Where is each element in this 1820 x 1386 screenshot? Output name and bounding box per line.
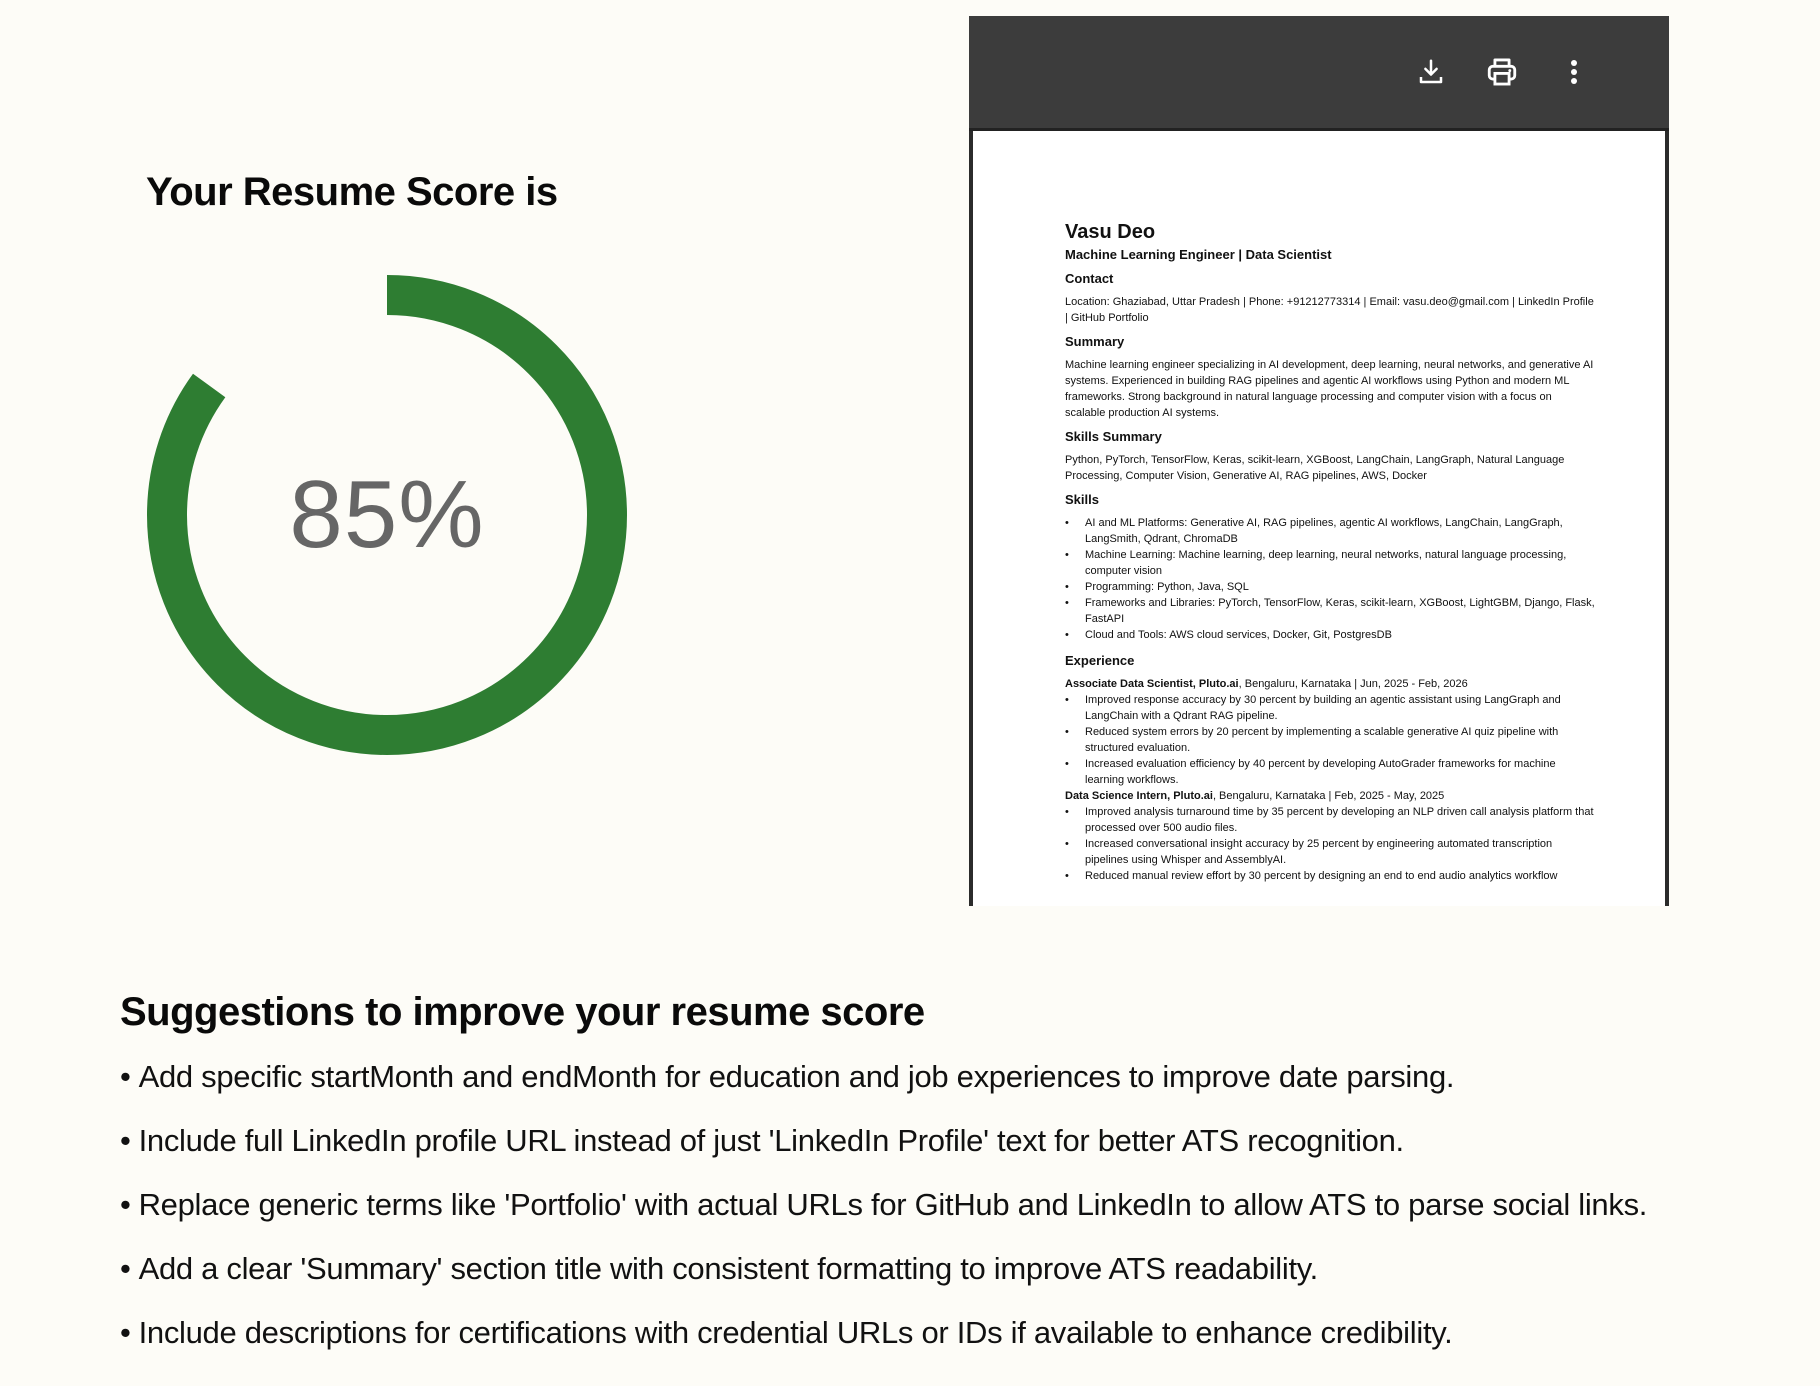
score-title: Your Resume Score is (146, 170, 558, 214)
resume-document (1065, 220, 1595, 890)
score-donut-chart (146, 274, 628, 756)
suggestions-heading: Suggestions to improve your resume score (120, 990, 925, 1034)
suggestion-text: Add a clear 'Summary' section title with consistent formatting to improve ATS readability. (138, 1251, 1318, 1286)
resume-skill-item: • Cloud and Tools: AWS cloud services, Docker, Git, PostgresDB (1085, 627, 1595, 643)
suggestion-item (120, 1121, 1770, 1161)
resume-job-header (1065, 788, 1595, 804)
suggestion-text: Add specific startMonth and endMonth for education and job experiences to improve date parsing. (138, 1059, 1455, 1094)
suggestions-list (120, 1057, 1770, 1353)
pdf-toolbar (969, 16, 1669, 131)
print-icon (1485, 55, 1519, 89)
suggestion-item (120, 1249, 1770, 1289)
resume-job-bullet: • Improved analysis turnaround time by 35 percent by developing an NLP driven call analysis platform that processed over 500 audio files. (1085, 804, 1595, 836)
suggestion-item (120, 1185, 1770, 1225)
resume-job-header (1065, 676, 1595, 692)
suggestions-section (120, 990, 1770, 1377)
bullet-icon: • (120, 1187, 131, 1222)
resume-job-meta: , Bengaluru, Karnataka | Feb, 2025 - May, 2025 (1212, 790, 1445, 802)
resume-job-bullet: • Increased conversational insight accuracy by 25 percent by engineering automated transcription pipelines using Whisper and AssemblyAI. (1085, 836, 1595, 868)
score-value: 85% (289, 461, 485, 568)
pdf-page (973, 131, 1665, 906)
resume-contact-line: Location: Ghaziabad, Uttar Pradesh | Phone: +91212773314 | Email: vasu.deo@gmail.com | LinkedIn Profile | GitHub Portfolio (1065, 296, 1594, 324)
resume-role: Machine Learning Engineer | Data Scientist (1065, 247, 1332, 262)
resume-job-bullet: • Increased evaluation efficiency by 40 percent by developing AutoGrader frameworks for machine learning workflows. (1085, 756, 1595, 788)
bullet-icon: • (120, 1123, 131, 1158)
resume-name: Vasu Deo (1065, 221, 1156, 243)
resume-skills-heading: Skills (1065, 492, 1099, 507)
suggestion-text: Replace generic terms like 'Portfolio' with actual URLs for GitHub and LinkedIn to allow ATS to parse social links. (138, 1187, 1648, 1222)
resume-skill-item: • Frameworks and Libraries: PyTorch, TensorFlow, Keras, scikit-learn, XGBoost, LightGBM, Django, Flask, FastAPI (1085, 595, 1595, 627)
print-button[interactable] (1480, 50, 1524, 94)
resume-job-bullet: • Reduced manual review effort by 30 percent by designing an end to end audio analytics workflow (1085, 868, 1595, 884)
resume-job-bullet: • Improved response accuracy by 30 percent by building an agentic assistant using LangGraph and LangChain with a Qdrant RAG pipeline. (1085, 692, 1595, 724)
bullet-icon: • (120, 1315, 131, 1350)
suggestion-text: Include full LinkedIn profile URL instead of just 'LinkedIn Profile' text for better ATS recognition. (138, 1123, 1404, 1158)
resume-contact-heading: Contact (1065, 271, 1114, 286)
pdf-viewer (969, 16, 1669, 906)
resume-job-meta: , Bengaluru, Karnataka | Jun, 2025 - Feb, 2026 (1238, 678, 1468, 690)
resume-job-bullets (1065, 692, 1595, 788)
bullet-icon: • (120, 1251, 131, 1286)
resume-summary-text: Machine learning engineer specializing in AI development, deep learning, neural networks, and generative AI systems. Experienced in building RAG pipelines and agentic AI workflows using Python and modern ML frameworks. Strong background in natural language processing and computer vision with a focus on scalable production AI systems. (1065, 359, 1594, 419)
resume-job-title: Associate Data Scientist, Pluto.ai (1065, 678, 1239, 690)
resume-skills-list (1065, 515, 1595, 643)
resume-skills-summary-text: Python, PyTorch, TensorFlow, Keras, scikit-learn, XGBoost, LangChain, LangGraph, Natural Language Processing, Computer Vision, Generative AI, RAG pipelines, AWS, Docker (1065, 454, 1565, 482)
resume-job-title: Data Science Intern, Pluto.ai (1065, 790, 1213, 802)
download-icon (1416, 57, 1446, 87)
more-vertical-icon (1562, 57, 1586, 87)
bullet-icon: • (120, 1059, 131, 1094)
resume-skill-item: • Programming: Python, Java, SQL (1085, 579, 1595, 595)
download-button[interactable] (1409, 50, 1453, 94)
resume-job-bullets (1065, 804, 1595, 884)
suggestion-text: Include descriptions for certifications with credential URLs or IDs if available to enhance credibility. (138, 1315, 1453, 1350)
resume-summary-heading: Summary (1065, 334, 1125, 349)
more-options-button[interactable] (1552, 50, 1596, 94)
resume-skill-item: • Machine Learning: Machine learning, deep learning, neural networks, natural language processing, computer vision (1085, 547, 1595, 579)
resume-experience-heading: Experience (1065, 653, 1135, 668)
resume-skill-item: • AI and ML Platforms: Generative AI, RAG pipelines, agentic AI workflows, LangChain, LangGraph, LangSmith, Qdrant, ChromaDB (1085, 515, 1595, 547)
suggestion-item (120, 1313, 1770, 1353)
suggestion-item (120, 1057, 1770, 1097)
pdf-scroll-area[interactable] (973, 131, 1665, 906)
resume-job-bullet: • Reduced system errors by 20 percent by implementing a scalable generative AI quiz pipeline with structured evaluation. (1085, 724, 1595, 756)
resume-skills-summary-heading: Skills Summary (1065, 429, 1162, 444)
